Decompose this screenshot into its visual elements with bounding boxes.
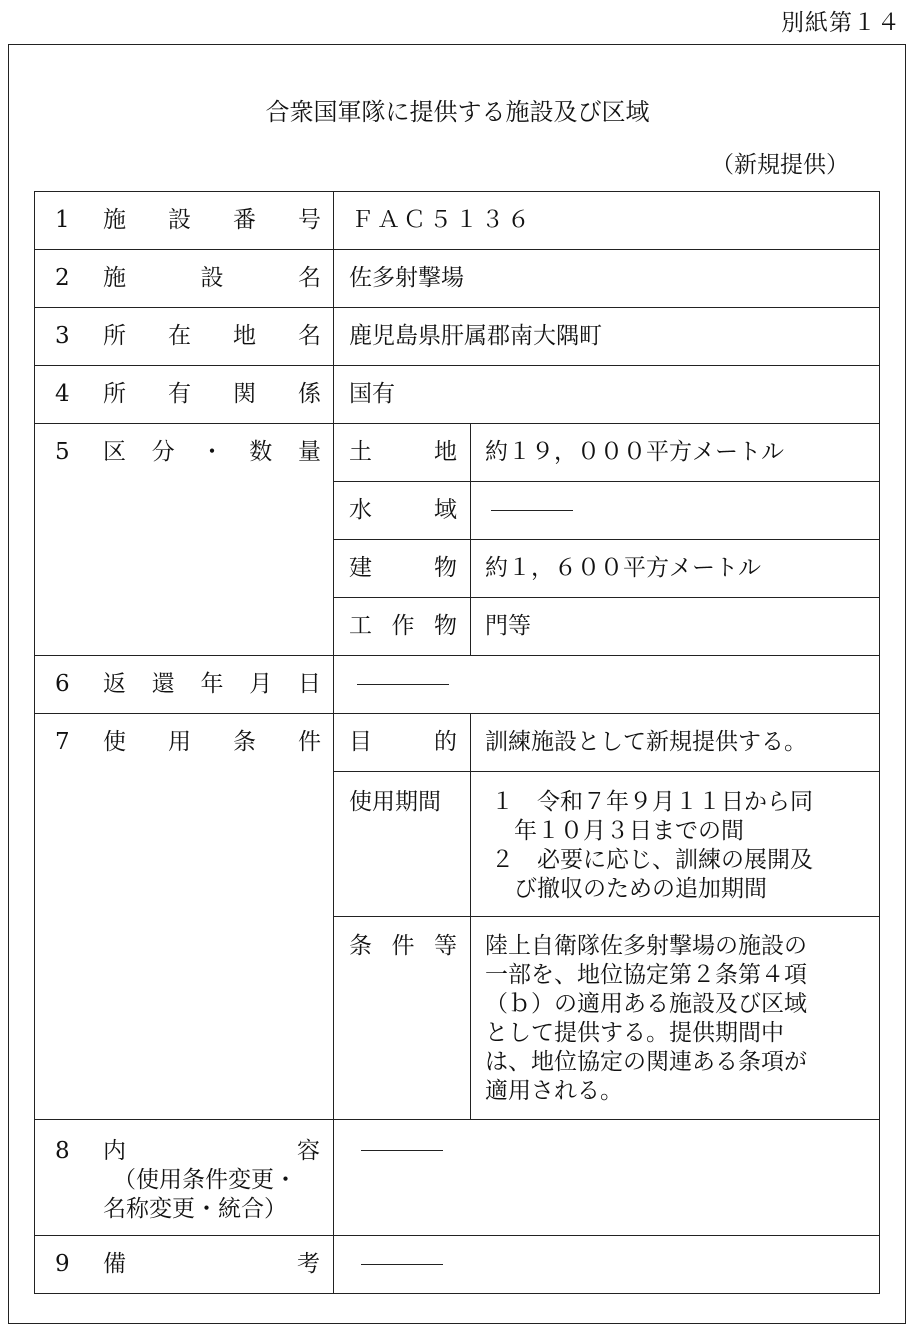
period-line-1: １ 令和７年９月１１日から同 xyxy=(491,789,813,815)
row-number: 3 xyxy=(55,323,70,349)
facility-number-value: ＦＡＣ５１３６ xyxy=(351,207,533,233)
annex-label: 別紙第１４ xyxy=(781,10,901,36)
row-number: 2 xyxy=(55,265,70,291)
building-label: 建 物 xyxy=(349,555,457,581)
contents-label-end: 容 xyxy=(297,1138,320,1164)
land-label: 土 地 xyxy=(349,439,457,465)
sub-row-divider xyxy=(333,597,879,598)
facility-number-label: 施 設 番 号 xyxy=(103,207,321,233)
category-quantity-label: 区 分 ・ 数 量 xyxy=(103,439,321,465)
return-date-value-none xyxy=(357,684,449,685)
row-number: 1 xyxy=(55,207,70,233)
ownership-label: 所 有 関 係 xyxy=(103,381,321,407)
row-divider xyxy=(35,249,879,250)
remarks-label-start: 備 xyxy=(103,1251,126,1277)
row-number: 9 xyxy=(55,1251,70,1277)
water-value-none xyxy=(491,510,573,511)
row-number: 7 xyxy=(55,729,70,755)
conditions-line-2: 一部を、地位協定第２条第４項 xyxy=(485,962,807,988)
col-divider-sub-7 xyxy=(470,714,471,1120)
contents-label-note-1: （使用条件変更・ xyxy=(113,1167,297,1193)
return-date-label: 返 還 年 月 日 xyxy=(103,671,321,697)
row-divider xyxy=(35,655,879,656)
location-label: 所 在 地 名 xyxy=(103,323,321,349)
period-label: 使用期間 xyxy=(349,789,441,815)
purpose-label: 目 的 xyxy=(349,729,457,755)
conditions-line-3: （ｂ）の適用ある施設及び区域 xyxy=(485,991,807,1017)
row-divider xyxy=(35,713,879,714)
row-divider xyxy=(35,365,879,366)
purpose-value: 訓練施設として新規提供する。 xyxy=(485,729,807,755)
row-number: 5 xyxy=(55,439,70,465)
facility-name-label: 施 設 名 xyxy=(103,265,321,291)
row-divider xyxy=(35,1235,879,1236)
conditions-line-4: として提供する。提供期間中 xyxy=(485,1020,784,1046)
building-value: 約１，６００平方メートル xyxy=(485,555,761,581)
sub-row-divider xyxy=(333,771,879,772)
facility-name-value: 佐多射撃場 xyxy=(349,265,464,291)
remarks-value-none xyxy=(361,1264,443,1265)
provision-type: （新規提供） xyxy=(711,152,849,178)
row-number: 4 xyxy=(55,381,70,407)
structure-label: 工 作 物 xyxy=(349,613,457,639)
land-value: 約１９，０００平方メートル xyxy=(485,439,784,465)
row-divider xyxy=(35,423,879,424)
document-title: 合衆国軍隊に提供する施設及び区域 xyxy=(265,98,650,126)
contents-label-start: 内 xyxy=(103,1138,126,1164)
use-conditions-label: 使 用 条 件 xyxy=(103,729,321,755)
row-divider xyxy=(35,1119,879,1120)
row-divider xyxy=(35,307,879,308)
col-divider-sub-5 xyxy=(470,424,471,656)
period-line-3: ２ 必要に応じ、訓練の展開及 xyxy=(491,847,813,873)
conditions-line-5: は、地位協定の関連ある条項が xyxy=(485,1049,807,1075)
ownership-value: 国有 xyxy=(349,381,395,407)
period-line-2: 年１０月３日までの間 xyxy=(491,818,744,844)
facility-table xyxy=(34,191,880,1294)
sub-row-divider xyxy=(333,539,879,540)
remarks-label-end: 考 xyxy=(297,1251,320,1277)
structure-value: 門等 xyxy=(485,613,531,639)
contents-value-none xyxy=(361,1150,443,1151)
period-line-4: び撤収のための追加期間 xyxy=(491,876,767,902)
row-number: 8 xyxy=(55,1138,70,1164)
sub-row-divider xyxy=(333,481,879,482)
conditions-line-1: 陸上自衛隊佐多射撃場の施設の xyxy=(485,933,807,959)
water-label: 水 域 xyxy=(349,497,457,523)
contents-label-note-2: 名称変更・統合） xyxy=(103,1196,287,1222)
conditions-line-6: 適用される。 xyxy=(485,1078,623,1104)
col-divider-main xyxy=(333,192,334,1293)
sub-row-divider xyxy=(333,916,879,917)
location-value: 鹿児島県肝属郡南大隅町 xyxy=(349,323,602,349)
row-number: 6 xyxy=(55,671,70,697)
conditions-label: 条 件 等 xyxy=(349,933,457,959)
